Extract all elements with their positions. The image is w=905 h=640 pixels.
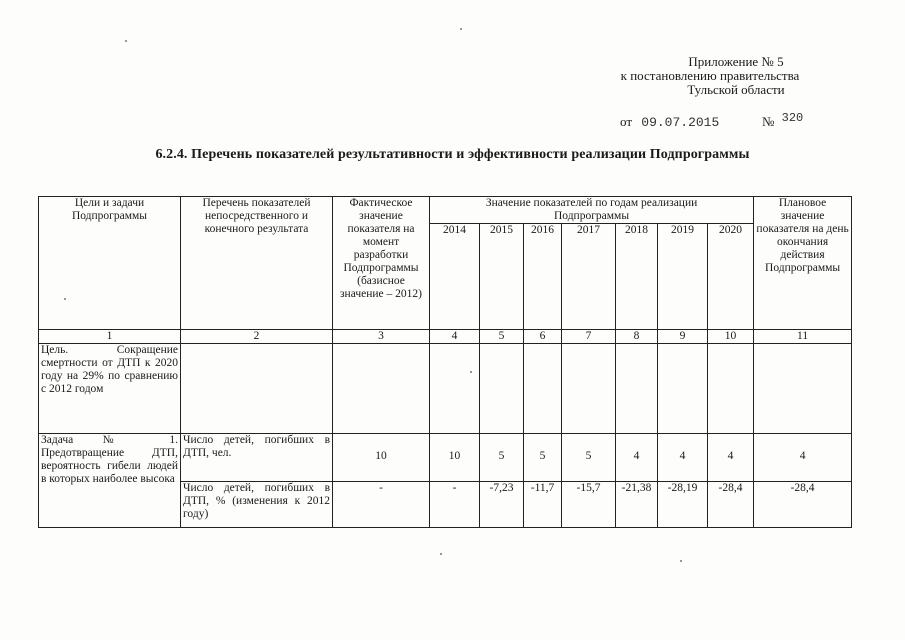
indicator-name: Число детей, погибших в ДТП, % (изменения к 2012 году) [181, 482, 333, 528]
column-number: 9 [658, 330, 708, 344]
header-year: 2017 [562, 224, 616, 330]
column-number: 5 [480, 330, 524, 344]
header-year: 2014 [430, 224, 480, 330]
planned-value: -28,4 [754, 482, 852, 528]
year-value: -7,23 [480, 482, 524, 528]
column-numbers-row [39, 330, 852, 344]
header-year: 2018 [616, 224, 658, 330]
header-year: 2016 [524, 224, 562, 330]
planned-value: 4 [754, 434, 852, 482]
appendix-line-2: к постановлению правительства [620, 68, 800, 83]
column-number: 6 [524, 330, 562, 344]
year-value: 10 [430, 434, 480, 482]
header-year: 2015 [480, 224, 524, 330]
scan-speck [440, 553, 442, 555]
header-values-by-years: Значение показателей по годам реализации Подпрограммы [430, 197, 754, 224]
document-title: 6.2.4. Перечень показателей результативности и эффективности реализации Подпрограммы [155, 147, 750, 162]
header-goals: Цели и задачи Подпрограммы [39, 197, 181, 330]
appendix-header [560, 55, 860, 97]
goal-row [39, 344, 852, 434]
indicators-table [38, 196, 852, 528]
year-value: 5 [524, 434, 562, 482]
appendix-line-1: Приложение № 5 [688, 54, 784, 69]
year-value: - [430, 482, 480, 528]
column-number: 4 [430, 330, 480, 344]
order-reference [620, 111, 804, 130]
year-value: 4 [708, 434, 754, 482]
column-number: 7 [562, 330, 616, 344]
order-date: 09.07.2015 [641, 115, 720, 130]
year-value: -11,7 [524, 482, 562, 528]
header-year: 2019 [658, 224, 708, 330]
header-actual-value: Фактическое значение показателя на момент разработки Подпрограммы (базисное значение – 2012) [333, 197, 430, 330]
indicator-name: Число детей, погибших в ДТП, чел. [181, 434, 333, 482]
year-value: -28,4 [708, 482, 754, 528]
column-number: 2 [181, 330, 333, 344]
year-value: -28,19 [658, 482, 708, 528]
table-row [39, 434, 852, 482]
year-value: 5 [480, 434, 524, 482]
actual-value: 10 [333, 434, 430, 482]
header-indicators: Перечень показателей непосредственного и конечного результата [181, 197, 333, 330]
year-value: -15,7 [562, 482, 616, 528]
task-text: Задача № 1. Предотвращение ДТП, вероятность гибели людей в которых наиболее высока [39, 434, 181, 528]
year-value: -21,38 [616, 482, 658, 528]
column-number: 1 [39, 330, 181, 344]
header-planned-value: Плановое значение показателя на день окончания действия Подпрограммы [754, 197, 852, 330]
order-number-label: № [762, 114, 775, 129]
column-number: 3 [333, 330, 430, 344]
goal-text: Цель. Сокращение смертности от ДТП к 2020 году на 29% по сравнению с 2012 годом [39, 344, 181, 434]
order-number: 320 [781, 111, 804, 125]
year-value: 4 [616, 434, 658, 482]
scan-speck [64, 298, 66, 300]
year-value: 5 [562, 434, 616, 482]
header-year: 2020 [708, 224, 754, 330]
column-number: 10 [708, 330, 754, 344]
order-from-label: от [620, 114, 633, 129]
column-number: 11 [754, 330, 852, 344]
scan-speck [470, 371, 472, 373]
appendix-line-3: Тульской области [687, 82, 785, 97]
scan-speck [125, 40, 127, 42]
scan-speck [680, 560, 682, 562]
year-value: 4 [658, 434, 708, 482]
actual-value: - [333, 482, 430, 528]
column-number: 8 [616, 330, 658, 344]
scan-speck [460, 28, 462, 30]
